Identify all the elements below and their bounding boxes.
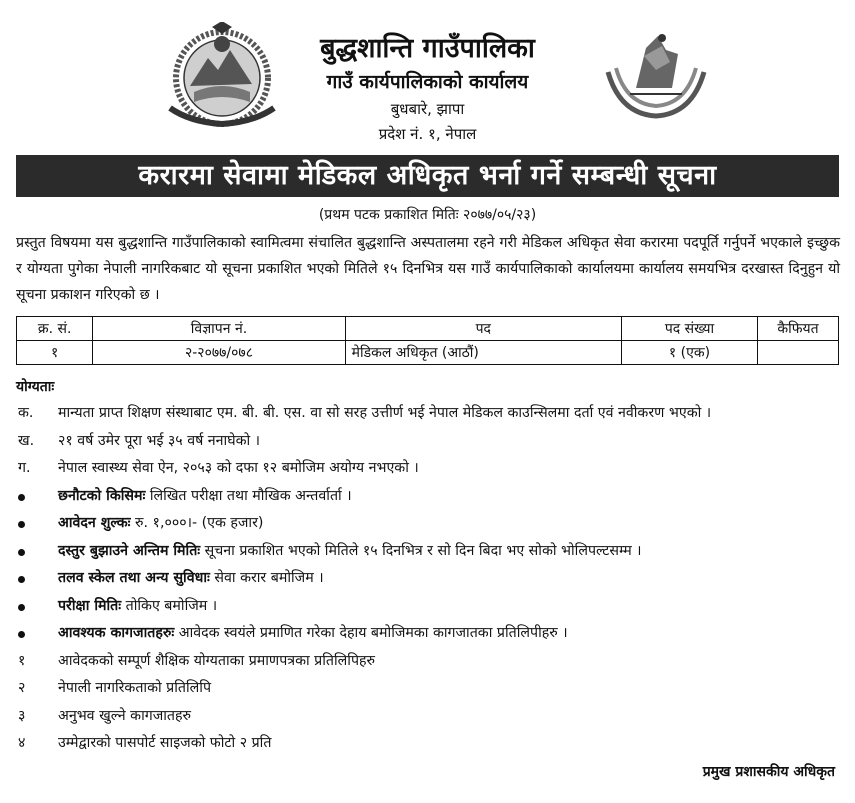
municipality-title: बुद्धशान्ति गाउँपालिका: [320, 33, 535, 64]
table-header-row: [17, 317, 839, 341]
municipality-logo-icon: [600, 28, 712, 120]
office-name: गाउँ कार्यपालिकाको कार्यालय: [326, 71, 529, 93]
list-item: [16, 675, 846, 703]
item-text: सेवा करार बमोजिम ।: [209, 570, 324, 586]
table-cell: मेडिकल अधिकृत (आठौं): [345, 341, 621, 365]
item-label: परीक्षा मितिः: [58, 597, 122, 614]
office-province: प्रदेश नं. १, नेपाल: [378, 125, 477, 143]
list-item: [16, 703, 846, 731]
item-text: आवेदकको सम्पूर्ण शैक्षिक योग्यताका प्रमाणपत्रका प्रतिलिपिहरु: [58, 652, 376, 669]
list-item: [16, 620, 846, 648]
bullet-icon: [18, 576, 25, 583]
item-text: २१ वर्ष उमेर पूरा भई ३५ वर्ष ननाघेको ।: [58, 432, 261, 449]
bullet-icon: [18, 549, 25, 556]
item-label: आवेदन शुल्कः: [58, 515, 131, 531]
bullet-icon: [18, 631, 25, 638]
table-header-cell: कैफियत: [757, 317, 838, 341]
item-label: आवश्यक कागजातहरुः: [58, 625, 175, 641]
item-marker: २: [18, 680, 26, 696]
list-item: [16, 428, 846, 456]
list-item: [16, 400, 846, 428]
item-text: तोकिए बमोजिम ।: [121, 597, 218, 614]
list-item: [16, 565, 846, 593]
table-header-cell: विज्ञापन नं.: [93, 317, 345, 341]
notice-header: [0, 0, 855, 150]
office-address: बुधबारे, झापा: [390, 100, 465, 118]
table-header-cell: क्र. सं.: [17, 317, 93, 341]
table-header-cell: पद संख्या: [621, 317, 757, 341]
item-text: नेपाल स्वास्थ्य सेवा ऐन, २०५३ को दफा १२ बमोजिम अयोग्य नभएको ।: [58, 460, 419, 476]
list-item: [16, 730, 846, 758]
list-item: [16, 510, 846, 538]
qualification-heading: योग्यताः: [16, 379, 55, 395]
list-item: [16, 538, 846, 566]
item-marker: ३: [18, 707, 26, 724]
item-text: रु. १,०००।- (एक हजार): [130, 515, 264, 531]
list-item: [16, 648, 846, 676]
signature-title: प्रमुख प्रशासकीय अधिकृत: [702, 764, 835, 780]
item-text: सूचना प्रकाशित भएको मितिले १५ दिनभित्र र सो दिन बिदा भए सोको भोलिपल्टसम्म ।: [200, 542, 642, 559]
item-text: लिखित परीक्षा तथा मौखिक अन्तर्वार्ता ।: [145, 487, 352, 504]
item-marker: १: [18, 652, 26, 669]
table-row: [17, 341, 839, 365]
item-text: आवेदक स्वयंले प्रमाणित गरेका देहाय बमोजिमका कागजातका प्रतिलिपीहरु ।: [174, 625, 568, 641]
item-text: उम्मेद्वारको पासपोर्ट साइजको फोटो २ प्रति: [58, 735, 272, 751]
list-item: [16, 593, 846, 621]
list-item: [16, 483, 846, 511]
item-marker: ख.: [18, 432, 35, 449]
item-text: अनुभव खुल्ने कागजातहरु: [58, 707, 192, 724]
item-label: छनौटको किसिमः: [58, 487, 146, 504]
bullet-icon: [18, 604, 25, 611]
requirements-list: [16, 400, 846, 758]
table-cell: १: [17, 341, 93, 365]
table-cell: २-२०७७/०७८: [93, 341, 345, 365]
table-cell: १ (एक): [621, 341, 757, 365]
vacancy-table: [16, 316, 839, 365]
bullet-icon: [18, 494, 25, 501]
table-header-cell: पद: [345, 317, 621, 341]
item-marker: ग.: [18, 460, 31, 476]
item-text: नेपाली नागरिकताको प्रतिलिपि: [58, 680, 212, 696]
item-text: मान्यता प्राप्त शिक्षण संस्थाबाट एम. बी. बी. एस. वा सो सरह उत्तीर्ण भई नेपाल मेडिकल काउन्सिलमा दर्ता एवं नवीकरण भएको ।: [58, 405, 712, 421]
bullet-icon: [18, 521, 25, 528]
notice-body: प्रस्तुत विषयमा यस बुद्धशान्ति गाउँपालिकाको स्वामित्वमा संचालित बुद्धशान्ति अस्पतालमा रहने गरी मेडिकल अधिकृत सेवा करारमा पदपूर्ति गर्नुपर्ने भएकाले इच्छुक र योग्यता पुगेका नेपाली नागरिकबाट यो सूचना प्रकाशित भएको मितिले १५ दिनभित्र यस गाउँ कार्यपालिकाको कार्यालयमा कार्यालय समयभित्र दरखास्त दिनुहुन यो सूचना प्रकाशन गरिएको छ ।: [16, 235, 840, 303]
item-marker: क.: [18, 405, 34, 421]
published-date: (प्रथम पटक प्रकाशित मितिः २०७७/०५/२३): [318, 207, 537, 223]
item-label: तलव स्केल तथा अन्य सुविधाः: [58, 570, 210, 586]
notice-title-banner: करारमा सेवामा मेडिकल अधिकृत भर्ना गर्ने सम्बन्धी सूचना: [16, 155, 839, 197]
item-marker: ४: [18, 735, 26, 751]
item-label: दस्तुर बुझाउने अन्तिम मितिः: [58, 542, 201, 559]
table-cell: [757, 341, 838, 365]
list-item: [16, 455, 846, 483]
